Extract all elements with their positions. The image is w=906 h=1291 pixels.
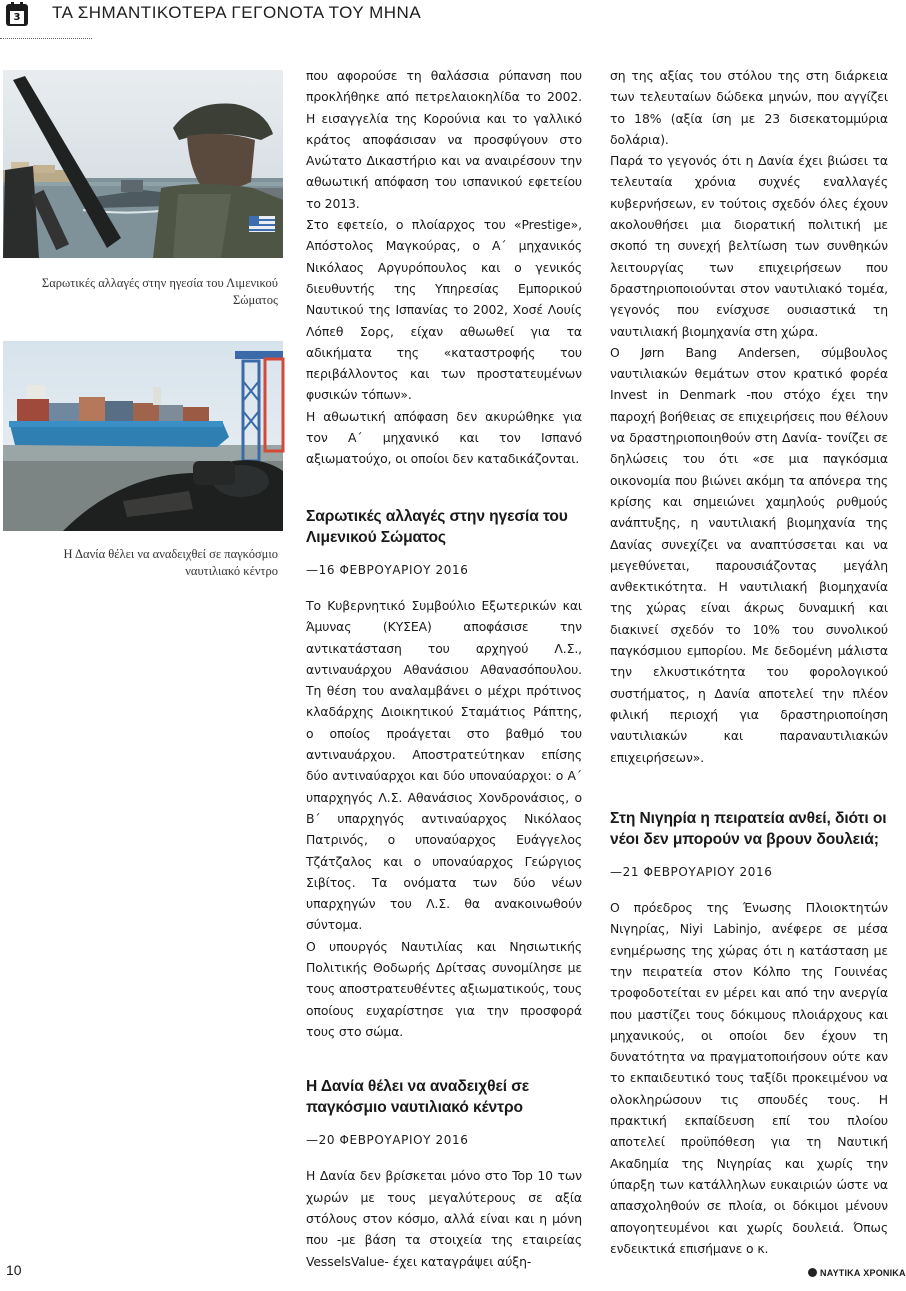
paragraph: Η Δανία δεν βρίσκεται μόνο στο Top 10 των χωρών με τους μεγαλύτερους σε αξία στόλους στον κόσμο, αλλά είναι και η μόνη που -με βάση τα στοιχεία της εταιρείας VesselsValue- έχει καταγράψει αύξη- (306, 1168, 582, 1269)
article-date: —16 ΦΕΒΡΟΥΑΡΙΟΥ 2016 (306, 562, 469, 577)
paragraph: Ο υπουργός Ναυτιλίας και Νησιωτικής Πολιτικής Θοδωρής Δρίτσας συνομίλησε με τους αποστρατευθέντες αξιωματικούς, τους οποίους ευχαρίστησε για την προσφορά τους στο σώμα. (306, 938, 582, 1039)
publication-name: ΝΑΥΤΙΚΑ ΧΡΟΝΙΚΑ (820, 1268, 906, 1278)
paragraph: Η αθωωτική απόφαση δεν ακυρώθηκε για τον Α΄ μηχανικό και τον Ισπανό αξιωματούχο, οι οποίοι δεν καταδικάζονται. (306, 408, 582, 467)
paragraph: Παρά το γεγονός ότι η Δανία έχει βιώσει τα τελευταία χρόνια συχνές εναλλαγές κυβερνήσεων, εν τούτοις σχεδόν όλες έχουν ακολουθήσει μια διορατική πολιτική με σκοπό τη συνεχή βελτίωση των συνθηκών λειτουργίας των επιχειρήσεων που δραστηριοποιούνται στον ναυτιλιακό τομέα, γεγονός που ενίσχυσε ουσιαστικά τη ναυτιλιακή βιομηχανία στη χώρα. (610, 153, 888, 339)
article-heading-coast-guard: Σαρωτικές αλλαγές στην ηγεσία του Λιμενικού Σώματος (306, 507, 568, 546)
calendar-icon (6, 4, 28, 26)
article-date: —21 ΦΕΒΡΟΥΑΡΙΟΥ 2016 (610, 864, 773, 879)
paragraph: που αφορούσε τη θαλάσσια ρύπανση που προκλήθηκε από πετρελαιοκηλίδα το 2002. Η εισαγγελία της Κορούνια και το γαλλικό κράτος αποφάσισαν να προσφύγουν στο Ανώτατο Δικαστήριο και να αναιρέσουν την αθωωτική απόφαση του ισπανικού εφετείου το 2013. (306, 68, 582, 211)
header-divider (0, 38, 92, 39)
page-header (0, 0, 890, 40)
paragraph: Το Κυβερνητικό Συμβούλιο Εξωτερικών και Άμυνας (ΚΥΣΕΑ) αποφάσισε την αντικατάσταση του αρχηγού Λ.Σ., αντιναυάρχου Αθανάσιου Αθανασόπουλου. Τη θέση του αναλαμβάνει ο μέχρι πρότινος κλαδάρχης Διοικητικού Σταμάτιος Ράπτης, ο οποίος προάγεται στο βαθμό του αντιναυάρχου. Αποστρατεύτηκαν επίσης δύο αντιναύαρχοι και δύο υποναύαρχοι: ο Α΄ υπαρχηγός Λ.Σ. Αθανάσιος Χονδρονάσιος, ο Β΄ υπαρχηγός αντιναύαρχος Νικόλαος Πατρινός, ο υποναύαρχος Ευάγγελος Τζάτζαλος και ο υποναύαρχος Γεώργιος Σιβίτος. Τα ονόματα των δύο νέων υπαρχηγών του Λ.Σ. θα ανακοινωθούν σύντομα. (306, 597, 582, 933)
photo-container-ship (3, 341, 283, 531)
paragraph: Στο εφετείο, ο πλοίαρχος του «Prestige», Απόστολος Μαγκούρας, ο Α΄ μηχανικός Νικόλαος Αργυρόπουλος και ο γενικός διευθυντής της Υπηρεσίας Εμπορικού Ναυτικού της Ισπανίας το 2002, Χοσέ Λουίς Λόπεθ Σορς, είχαν αθωωθεί για τα αδικήματα της «καταστροφής του περιβάλλοντος και των προστατευμένων φυσικών τόπων». (306, 217, 582, 403)
section-title: ΤΑ ΣΗΜΑΝΤΙΚΟΤΕΡΑ ΓΕΓΟΝΟΤΑ ΤΟΥ ΜΗΝΑ (52, 3, 422, 22)
publication-logo (808, 1268, 906, 1278)
paragraph: Ο Jørn Bang Andersen, σύμβουλος ναυτιλιακών θεμάτων στον κρατικό φορέα Invest in Denmark -που στόχο έχει την παροχή βοήθειας σε επιχειρήσεις που θέλουν να δραστηριοποιηθούν στη Δανία- τονίζει σε δηλώσεις του ότι «σε μια παγκόσμια οικονομία που βιώνει ακόμη τα απόνερα της κρίσης και σημειώνει χαμηλούς ρυθμούς ανάπτυξης, η ναυτιλιακή βιομηχανία της Δανίας συνεχίζει να αναπτύσσεται και να μεγεθύνεται, παρουσιάζοντας μεγάλη ανθεκτικότητα. Η ναυτιλιακή βιομηχανία της χώρας είναι άκρως δυναμική και διακινεί σχεδόν το 10% του συνολικού παγκόσμιου εμπορίου. Με δεδομένη μάλιστα την ελκυστικότητα του φορολογικού συστήματος, η Δανία αποτελεί την πλέον φιλική περιοχή για δραστηριοποίηση ναυτιλιακών και παραναυτιλιακών επιχειρήσεων». (610, 344, 888, 765)
page-number: 10 (6, 1262, 22, 1278)
article-heading-denmark: Η Δανία θέλει να αναδειχθεί σε παγκόσμιο ναυτιλιακό κέντρο (306, 1078, 530, 1117)
article-heading-nigeria: Στη Νιγηρία η πειρατεία ανθεί, διότι οι νέοι δεν μπορούν να βρουν δουλειά; (610, 809, 887, 848)
photo-caption-coast-guard: Σαρωτικές αλλαγές στην ηγεσία του Λιμενικού Σώματος (41, 276, 278, 307)
paragraph: Ο πρόεδρος της Ένωσης Πλοιοκτητών Νιγηρίας, Niyi Labinjo, ανέφερε σε μέσα ενημέρωσης της χώρας ότι η κατάσταση με την πειρατεία στον Κόλπο της Γουινέας τροφοδοτείται εν μέρει και από την ανεργία που μαστίζει τους δόκιμους πλοιάρχους και μηχανικούς, οι οποίοι δεν έχουν τη δυνατότητα να πραγματοποιήσουν ούτε καν το εκπαιδευτικό τους ταξίδι προκειμένου να ολοκληρώσουν τις σπουδές τους. Η πρακτική εκπαίδευση επί του πλοίου αποτελεί προϋπόθεση για τη Ναυτική Ακαδημία της Νιγηρίας και χωρίς την ύπαρξη των κατάλληλων ευκαιριών ώστε να απασχοληθούν σε πλοία, οι δόκιμοι μένουν απογοητευμένοι και χωρίς δουλειά. Όπως ενδεικτικά επισήμανε ο κ. (610, 900, 888, 1256)
logo-icon (808, 1268, 817, 1277)
calendar-day-number: 3 (10, 11, 24, 24)
photo-coast-guard (3, 70, 283, 258)
column-middle (306, 65, 582, 1272)
paragraph: ση της αξίας του στόλου της στη διάρκεια των τελευταίων δώδεκα μηνών, που αγγίζει το 18% (αξία ίση με 23 δισεκατομμύρια δολάρια). (610, 68, 888, 147)
photo-caption-container-ship: Η Δανία θέλει να αναδειχθεί σε παγκόσμιο ναυτιλιακό κέντρο (63, 547, 278, 578)
column-right (610, 65, 888, 1259)
article-date: —20 ΦΕΒΡΟΥΑΡΙΟΥ 2016 (306, 1133, 469, 1148)
